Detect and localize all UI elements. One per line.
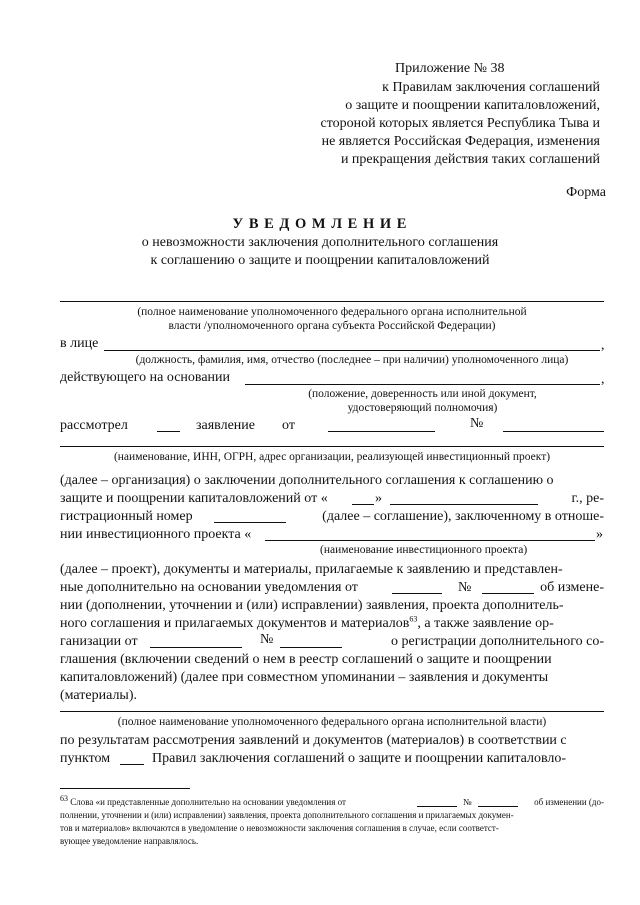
body-text: пунктом xyxy=(60,751,111,766)
body-text: ные дополнительно на основании уведомления от xyxy=(60,580,358,595)
appendix-line: стороной которых является Республика Тыва и xyxy=(320,116,600,131)
footnote-separator xyxy=(60,788,190,789)
body-line xyxy=(60,472,604,489)
hint-project: (наименование инвестиционного проекта) xyxy=(320,544,528,556)
body-text: г., ре- xyxy=(571,491,604,506)
blank-short[interactable] xyxy=(157,431,180,432)
body-text: (далее – проект), документы и материалы, прилагаемые к заявлению и представлен- xyxy=(60,562,563,577)
footnote-text: полнении, уточнении и (или) исправлении) заявления, проекта дополнительного соглашения и прилагаемых докумен- xyxy=(60,810,514,820)
body-text: (далее – соглашение), заключенному в отноше- xyxy=(322,509,604,524)
body-text xyxy=(60,615,554,632)
footnote-text: № xyxy=(463,797,472,807)
body-text: нии инвестиционного проекта « xyxy=(60,527,252,542)
body-text: по результатам рассмотрения заявлений и документов (материалов) в соответствии с xyxy=(60,733,567,748)
form-label: Форма xyxy=(566,185,606,200)
organization-blank-line[interactable] xyxy=(60,446,604,447)
org-app-number-blank-line[interactable] xyxy=(280,647,342,648)
body-text: Правил заключения соглашений о защите и поощрении капиталовло- xyxy=(152,751,567,766)
appendix-line: к Правилам заключения соглашений xyxy=(382,80,600,95)
body-text: глашения (включении сведений о нем в реестр соглашений о защите и поощрении xyxy=(60,652,552,667)
day-blank-line[interactable] xyxy=(352,504,374,505)
footnote-ref[interactable]: 63 xyxy=(409,614,418,624)
footnote-mark: 63 xyxy=(60,794,68,803)
org-app-date-blank-line[interactable] xyxy=(150,647,242,648)
month-blank-line[interactable] xyxy=(390,504,538,505)
hint-basis: удостоверяющий полномочия) xyxy=(347,402,498,414)
hint-person: (должность, фамилия, имя, отчество (последнее – при наличии) уполномоченного лица) xyxy=(135,354,569,366)
number-blank-line[interactable] xyxy=(503,431,604,432)
body-text: об измене- xyxy=(540,580,604,595)
appendix-line: не является Российская Федерация, изменения xyxy=(321,134,600,149)
footnote-text: тов и материалов» включаются в уведомление о невозможности заключения соглашения в случае, если соответст- xyxy=(60,823,499,833)
body-text: нии (дополнении, уточнении и (или) исправлении) заявления, проекта дополнитель- xyxy=(60,598,564,613)
reg-number-blank-line[interactable] xyxy=(214,522,286,523)
appendix-number: Приложение № 38 xyxy=(395,61,505,76)
footnote-date-blank-line xyxy=(417,806,457,807)
body-text: (далее – организация) о заключении дополнительного соглашения к соглашению о xyxy=(60,473,554,488)
number-sign: № xyxy=(260,632,274,647)
date-blank-line[interactable] xyxy=(328,431,435,432)
label-from: от xyxy=(282,418,295,433)
authority-blank-line[interactable] xyxy=(60,301,604,302)
hint-organization: (наименование, ИНН, ОГРН, адрес организации, реализующей инвестиционный проект) xyxy=(113,451,551,463)
comma: , xyxy=(601,372,605,387)
label-in-person: в лице xyxy=(60,336,99,351)
body-text: капиталовложений) (далее при совместном упоминании – заявления и документы xyxy=(60,670,549,685)
page-title: У В Е Д О М Л Е Н И Е xyxy=(232,216,408,232)
project-blank-line[interactable] xyxy=(265,540,595,541)
appendix-line: и прекращения действия таких соглашений xyxy=(340,152,600,167)
body-text: о регистрации дополнительного со- xyxy=(390,634,604,649)
federal-authority-blank-line[interactable] xyxy=(60,711,604,712)
number-sign: № xyxy=(458,580,472,595)
page-subtitle: о невозможности заключения дополнительного соглашения xyxy=(141,235,499,250)
body-text: , а также заявление ор- xyxy=(417,616,554,631)
body-text: » xyxy=(596,527,603,542)
body-text: (материалы). xyxy=(60,688,137,703)
number-sign: № xyxy=(470,416,484,431)
hint-basis: (положение, доверенность или иной документ, xyxy=(308,388,537,400)
footnote-text: Слова «и представленные дополнительно на основании уведомления от xyxy=(70,797,346,807)
hint-authority: (полное наименование уполномоченного федерального органа исполнительной xyxy=(137,306,527,318)
footnote-line xyxy=(60,796,346,808)
body-text: гистрационный номер xyxy=(60,509,193,524)
basis-blank-line[interactable] xyxy=(245,384,600,385)
hint-authority: власти /уполномоченного органа субъекта Российской Федерации) xyxy=(168,320,496,332)
body-text: » xyxy=(375,491,382,506)
notice-number-blank-line[interactable] xyxy=(482,593,534,594)
body-text: ганизации от xyxy=(60,634,138,649)
label-application: заявление xyxy=(196,418,256,433)
label-reviewed: рассмотрел xyxy=(60,418,128,433)
person-blank-line[interactable] xyxy=(104,350,600,351)
label-acting-basis: действующего на основании xyxy=(60,370,231,385)
footnote-number-blank-line xyxy=(478,806,518,807)
footnote-text: об изменении (до- xyxy=(534,797,604,807)
footnote-text: вующее уведомление направлялось. xyxy=(60,836,199,846)
notice-date-blank-line[interactable] xyxy=(392,593,442,594)
clause-blank-line[interactable] xyxy=(120,764,144,765)
comma: , xyxy=(601,338,605,353)
hint-federal-authority: (полное наименование уполномоченного федерального органа исполнительной власти) xyxy=(117,716,547,728)
appendix-line: о защите и поощрении капиталовложений, xyxy=(345,98,600,113)
body-text: ного соглашения и прилагаемых документов и материалов xyxy=(60,616,410,631)
body-text: защите и поощрении капиталовложений от « xyxy=(60,491,328,506)
page-subtitle: к соглашению о защите и поощрении капиталовложений xyxy=(150,253,490,268)
